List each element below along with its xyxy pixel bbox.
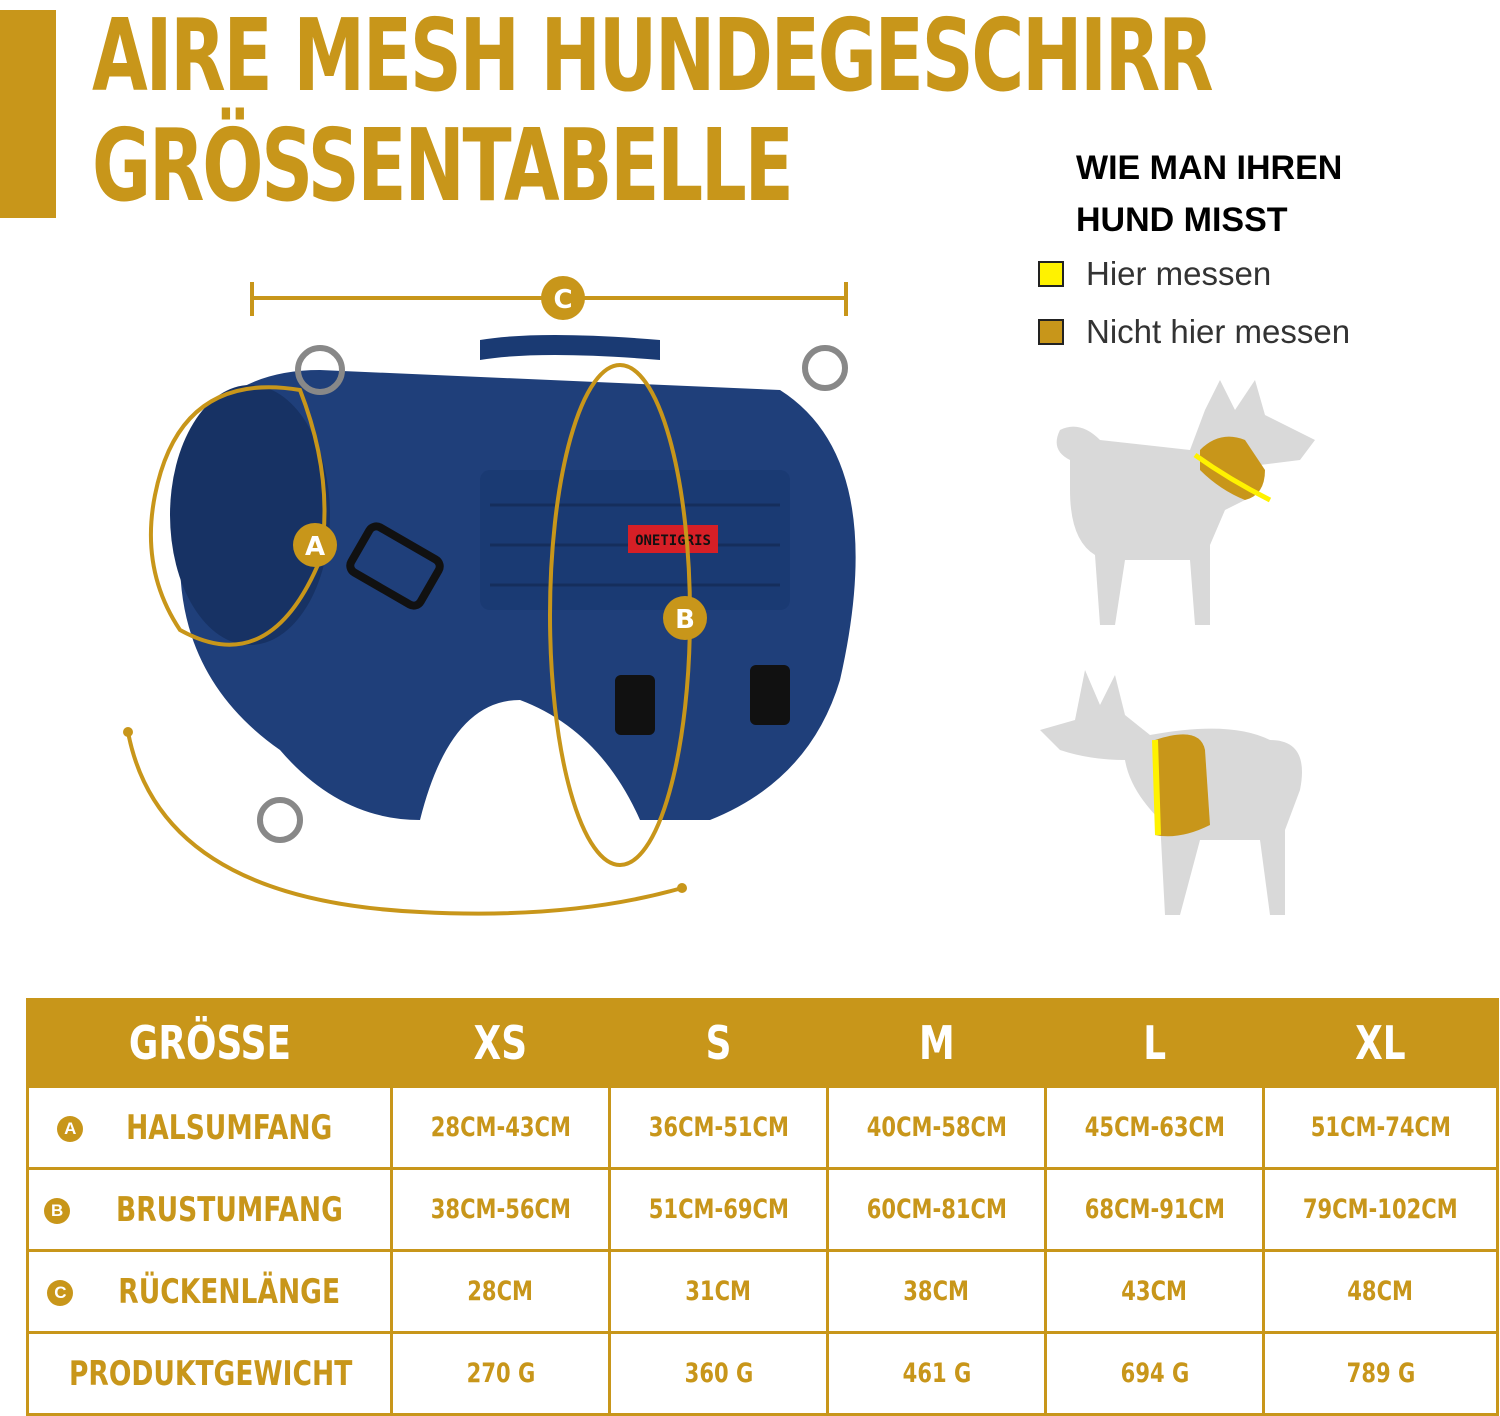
header-size-xl: XL [1264,1000,1498,1087]
header-size-m: M [828,1000,1046,1087]
dog-chest-measure-icon [1040,670,1302,915]
header-size-label: GRÖSSE [28,1000,392,1087]
svg-text:B: B [675,605,695,635]
size-table [26,998,1499,1416]
table-row [28,1333,1498,1415]
badge-c-icon: C [47,1280,73,1306]
row-label-back: C RÜCKENLÄNGE [28,1251,392,1333]
table-cell: 36CM-51CM [610,1087,828,1169]
page-title: AIRE MESH HUNDEGESCHIRR [92,0,1212,114]
table-cell: 38CM [828,1251,1046,1333]
table-cell: 43CM [1046,1251,1264,1333]
legend-measure-here [1038,255,1271,293]
table-cell: 694 G [1046,1333,1264,1415]
svg-text:C: C [553,285,573,315]
badge-b-icon: B [44,1198,70,1224]
table-cell: 48CM [1264,1251,1498,1333]
marker-a [293,523,337,567]
table-cell: 51CM-69CM [610,1169,828,1251]
table-cell: 40CM-58CM [828,1087,1046,1169]
legend-label-dont-measure: Nicht hier messen [1086,313,1351,350]
svg-text:ONETIGRIS: ONETIGRIS [635,533,711,549]
table-header-row [28,1000,1498,1087]
row-label-weight: PRODUKTGEWICHT [28,1333,392,1415]
header-size-s: S [610,1000,828,1087]
dog-neck-measure-icon [1057,380,1315,625]
table-row [28,1251,1498,1333]
page-subtitle: GRÖSSENTABELLE [92,107,792,224]
header-size-l: L [1046,1000,1264,1087]
table-cell: 38CM-56CM [392,1169,610,1251]
header-size-xs: XS [392,1000,610,1087]
row-label-chest: B BRUSTUMFANG [28,1169,392,1251]
badge-a-icon: A [57,1116,83,1142]
brand-patch [628,525,718,553]
table-cell: 789 G [1264,1333,1498,1415]
marker-c [541,276,585,320]
how-to-measure-heading [1076,142,1436,246]
table-cell: 45CM-63CM [1046,1087,1264,1169]
table-cell: 28CM-43CM [392,1087,610,1169]
table-cell: 28CM [392,1251,610,1333]
table-row [28,1169,1498,1251]
table-cell: 68CM-91CM [1046,1169,1264,1251]
yellow-swatch-icon [1038,261,1064,287]
title-accent-bar [0,10,56,218]
table-cell: 51CM-74CM [1264,1087,1498,1169]
table-row [28,1087,1498,1169]
table-cell: 31CM [610,1251,828,1333]
how-to-line1: WIE MAN IHREN [1076,149,1343,187]
dog-measure-illustrations [1030,370,1330,930]
legend-label-measure-here: Hier messen [1086,255,1272,292]
table-cell: 461 G [828,1333,1046,1415]
table-cell: 270 G [392,1333,610,1415]
how-to-line2: HUND MISST [1076,201,1288,239]
harness-body [170,335,856,840]
marker-b [663,596,707,640]
table-cell: 360 G [610,1333,828,1415]
row-label-neck: A HALSUMFANG [28,1087,392,1169]
svg-text:A: A [304,532,326,562]
table-cell: 79CM-102CM [1264,1169,1498,1251]
legend-dont-measure [1038,313,1350,351]
harness-illustration [120,260,860,940]
gold-swatch-icon [1038,319,1064,345]
table-cell: 60CM-81CM [828,1169,1046,1251]
